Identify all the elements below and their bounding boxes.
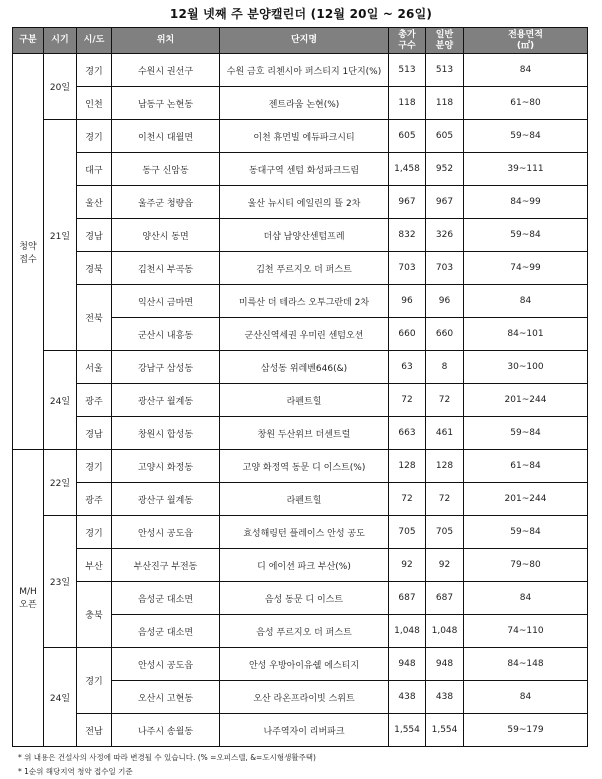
table-row (13, 351, 588, 384)
province-cell: 울산 (77, 186, 112, 219)
table-row (13, 54, 588, 87)
location-cell: 오산시 고현동 (112, 681, 220, 714)
table-row (13, 384, 588, 417)
general-sale-cell: 326 (426, 219, 464, 252)
header-complex: 단지명 (220, 28, 389, 54)
area-cell: 61~80 (464, 87, 588, 120)
footnote-change-notice: * 위 내용은 건설사의 사정에 따라 변경될 수 있습니다. (% =오피스텔, &=도시형생활주택) (18, 753, 316, 762)
area-cell: 59~84 (464, 219, 588, 252)
province-cell: 경기 (77, 450, 112, 483)
page-title: 12월 넷째 주 분양캘린더 (12월 20일 ~ 26일) (169, 7, 433, 21)
general-sale-cell: 687 (426, 582, 464, 615)
date-cell: 21일 (44, 120, 77, 351)
province-cell: 경기 (77, 120, 112, 153)
complex-cell: 라펜트힐 (220, 483, 389, 516)
total-units-cell: 63 (389, 351, 426, 384)
header-date: 시기 (44, 28, 77, 54)
location-cell: 양산시 동면 (112, 219, 220, 252)
total-units-cell: 1,048 (389, 615, 426, 648)
general-sale-cell: 952 (426, 153, 464, 186)
area-cell: 30~100 (464, 351, 588, 384)
table-row (13, 549, 588, 582)
complex-cell: 안성 우방아이유쉘 에스티지 (220, 648, 389, 681)
general-sale-cell: 1,554 (426, 714, 464, 747)
province-cell: 경기 (77, 54, 112, 87)
header-general-sale: 일반 분양 (426, 28, 464, 54)
province-cell: 광주 (77, 483, 112, 516)
total-units-cell: 832 (389, 219, 426, 252)
complex-cell: 더샵 남양산센텀프레 (220, 219, 389, 252)
table-row (13, 252, 588, 285)
sales-calendar-table (12, 27, 588, 747)
area-cell: 61~84 (464, 450, 588, 483)
area-cell: 84~99 (464, 186, 588, 219)
table-row (13, 516, 588, 549)
general-sale-cell: 605 (426, 120, 464, 153)
general-sale-cell: 128 (426, 450, 464, 483)
total-units-cell: 92 (389, 549, 426, 582)
area-cell: 84 (464, 681, 588, 714)
complex-cell: 동대구역 센텀 화성파크드림 (220, 153, 389, 186)
total-units-cell: 1,458 (389, 153, 426, 186)
total-units-cell: 605 (389, 120, 426, 153)
total-units-cell: 687 (389, 582, 426, 615)
complex-cell: 김천 푸르지오 더 퍼스트 (220, 252, 389, 285)
complex-cell: 군산신역세권 우미린 센텀오션 (220, 318, 389, 351)
header-location: 위치 (112, 28, 220, 54)
table-row (13, 87, 588, 120)
location-cell: 안성시 공도읍 (112, 516, 220, 549)
location-cell: 창원시 합성동 (112, 417, 220, 450)
general-sale-cell: 703 (426, 252, 464, 285)
general-sale-cell: 438 (426, 681, 464, 714)
location-cell: 음성군 대소면 (112, 615, 220, 648)
location-cell: 군산시 내흥동 (112, 318, 220, 351)
date-cell: 20일 (44, 54, 77, 120)
table-row (13, 648, 588, 681)
table-row (13, 417, 588, 450)
province-cell: 경기 (77, 516, 112, 549)
province-cell: 경기 (77, 648, 112, 714)
complex-cell: 고양 화정역 동문 디 이스트(%) (220, 450, 389, 483)
total-units-cell: 96 (389, 285, 426, 318)
header-category: 구분 (13, 28, 44, 54)
location-cell: 김천시 부곡동 (112, 252, 220, 285)
area-cell: 79~80 (464, 549, 588, 582)
province-cell: 서울 (77, 351, 112, 384)
area-cell: 201~244 (464, 384, 588, 417)
table-row (13, 153, 588, 186)
area-cell: 59~84 (464, 120, 588, 153)
province-cell: 부산 (77, 549, 112, 582)
area-cell: 84 (464, 582, 588, 615)
location-cell: 광산구 월계동 (112, 483, 220, 516)
location-cell: 음성군 대소면 (112, 582, 220, 615)
complex-cell: 효성해링턴 플레이스 안성 공도 (220, 516, 389, 549)
area-cell: 74~99 (464, 252, 588, 285)
table-row (13, 714, 588, 747)
province-cell: 경북 (77, 252, 112, 285)
group-modelhouse-open: M/H 오픈 (13, 450, 44, 747)
area-cell: 59~84 (464, 417, 588, 450)
location-cell: 이천시 대월면 (112, 120, 220, 153)
complex-cell: 음성 동문 디 이스트 (220, 582, 389, 615)
area-cell: 74~110 (464, 615, 588, 648)
date-cell: 24일 (44, 351, 77, 450)
location-cell: 강남구 삼성동 (112, 351, 220, 384)
general-sale-cell: 72 (426, 483, 464, 516)
table-row (13, 219, 588, 252)
area-cell: 59~84 (464, 516, 588, 549)
general-sale-cell: 948 (426, 648, 464, 681)
general-sale-cell: 660 (426, 318, 464, 351)
total-units-cell: 660 (389, 318, 426, 351)
total-units-cell: 1,554 (389, 714, 426, 747)
table-row (13, 483, 588, 516)
date-cell: 23일 (44, 516, 77, 648)
total-units-cell: 513 (389, 54, 426, 87)
table-header-row (13, 28, 588, 54)
table-row (13, 285, 588, 318)
location-cell: 동구 신암동 (112, 153, 220, 186)
complex-cell: 창원 두산위브 더센트럴 (220, 417, 389, 450)
complex-cell: 나주역자이 리버파크 (220, 714, 389, 747)
total-units-cell: 967 (389, 186, 426, 219)
total-units-cell: 72 (389, 384, 426, 417)
general-sale-cell: 8 (426, 351, 464, 384)
complex-cell: 음성 푸르지오 더 퍼스트 (220, 615, 389, 648)
location-cell: 나주시 송월동 (112, 714, 220, 747)
area-cell: 39~111 (464, 153, 588, 186)
date-cell: 24일 (44, 648, 77, 747)
complex-cell: 이천 휴먼빌 에듀파크시티 (220, 120, 389, 153)
total-units-cell: 663 (389, 417, 426, 450)
footnote-criteria: * 1순위 해당지역 청약 접수일 기준 (18, 767, 133, 776)
total-units-cell: 72 (389, 483, 426, 516)
general-sale-cell: 705 (426, 516, 464, 549)
general-sale-cell: 967 (426, 186, 464, 219)
complex-cell: 울산 뉴시티 에일린의 뜰 2차 (220, 186, 389, 219)
header-total-units: 총가 구수 (389, 28, 426, 54)
table-row (13, 186, 588, 219)
area-cell: 84 (464, 54, 588, 87)
complex-cell: 디 에이션 파크 부산(%) (220, 549, 389, 582)
location-cell: 익산시 금마면 (112, 285, 220, 318)
table-row (13, 450, 588, 483)
table-row (13, 120, 588, 153)
header-province: 시/도 (77, 28, 112, 54)
area-cell: 84~148 (464, 648, 588, 681)
province-cell: 전남 (77, 714, 112, 747)
location-cell: 부산진구 부전동 (112, 549, 220, 582)
general-sale-cell: 96 (426, 285, 464, 318)
location-cell: 고양시 화정동 (112, 450, 220, 483)
date-cell: 22일 (44, 450, 77, 516)
general-sale-cell: 118 (426, 87, 464, 120)
location-cell: 수원시 권선구 (112, 54, 220, 87)
total-units-cell: 948 (389, 648, 426, 681)
province-cell: 대구 (77, 153, 112, 186)
location-cell: 남동구 논현동 (112, 87, 220, 120)
location-cell: 광산구 월계동 (112, 384, 220, 417)
group-subscription: 청약 접수 (13, 54, 44, 450)
complex-cell: 수원 금호 리첸시아 퍼스티지 1단지(%) (220, 54, 389, 87)
complex-cell: 오산 라온프라이빗 스위트 (220, 681, 389, 714)
general-sale-cell: 513 (426, 54, 464, 87)
table-row (13, 582, 588, 615)
total-units-cell: 438 (389, 681, 426, 714)
general-sale-cell: 92 (426, 549, 464, 582)
province-cell: 광주 (77, 384, 112, 417)
general-sale-cell: 1,048 (426, 615, 464, 648)
header-area: 전용면적 (㎡) (464, 28, 588, 54)
location-cell: 안성시 공도읍 (112, 648, 220, 681)
complex-cell: 삼성동 위레벤646(&) (220, 351, 389, 384)
general-sale-cell: 72 (426, 384, 464, 417)
province-cell: 충북 (77, 582, 112, 648)
area-cell: 59~179 (464, 714, 588, 747)
province-cell: 전북 (77, 285, 112, 351)
total-units-cell: 705 (389, 516, 426, 549)
province-cell: 경남 (77, 417, 112, 450)
total-units-cell: 703 (389, 252, 426, 285)
area-cell: 201~244 (464, 483, 588, 516)
province-cell: 인천 (77, 87, 112, 120)
complex-cell: 미륵산 더 테라스 오투그란데 2차 (220, 285, 389, 318)
complex-cell: 젠트라움 논현(%) (220, 87, 389, 120)
area-cell: 84 (464, 285, 588, 318)
total-units-cell: 118 (389, 87, 426, 120)
province-cell: 경남 (77, 219, 112, 252)
general-sale-cell: 461 (426, 417, 464, 450)
area-cell: 84~101 (464, 318, 588, 351)
location-cell: 울주군 청량읍 (112, 186, 220, 219)
total-units-cell: 128 (389, 450, 426, 483)
complex-cell: 라펜트힐 (220, 384, 389, 417)
